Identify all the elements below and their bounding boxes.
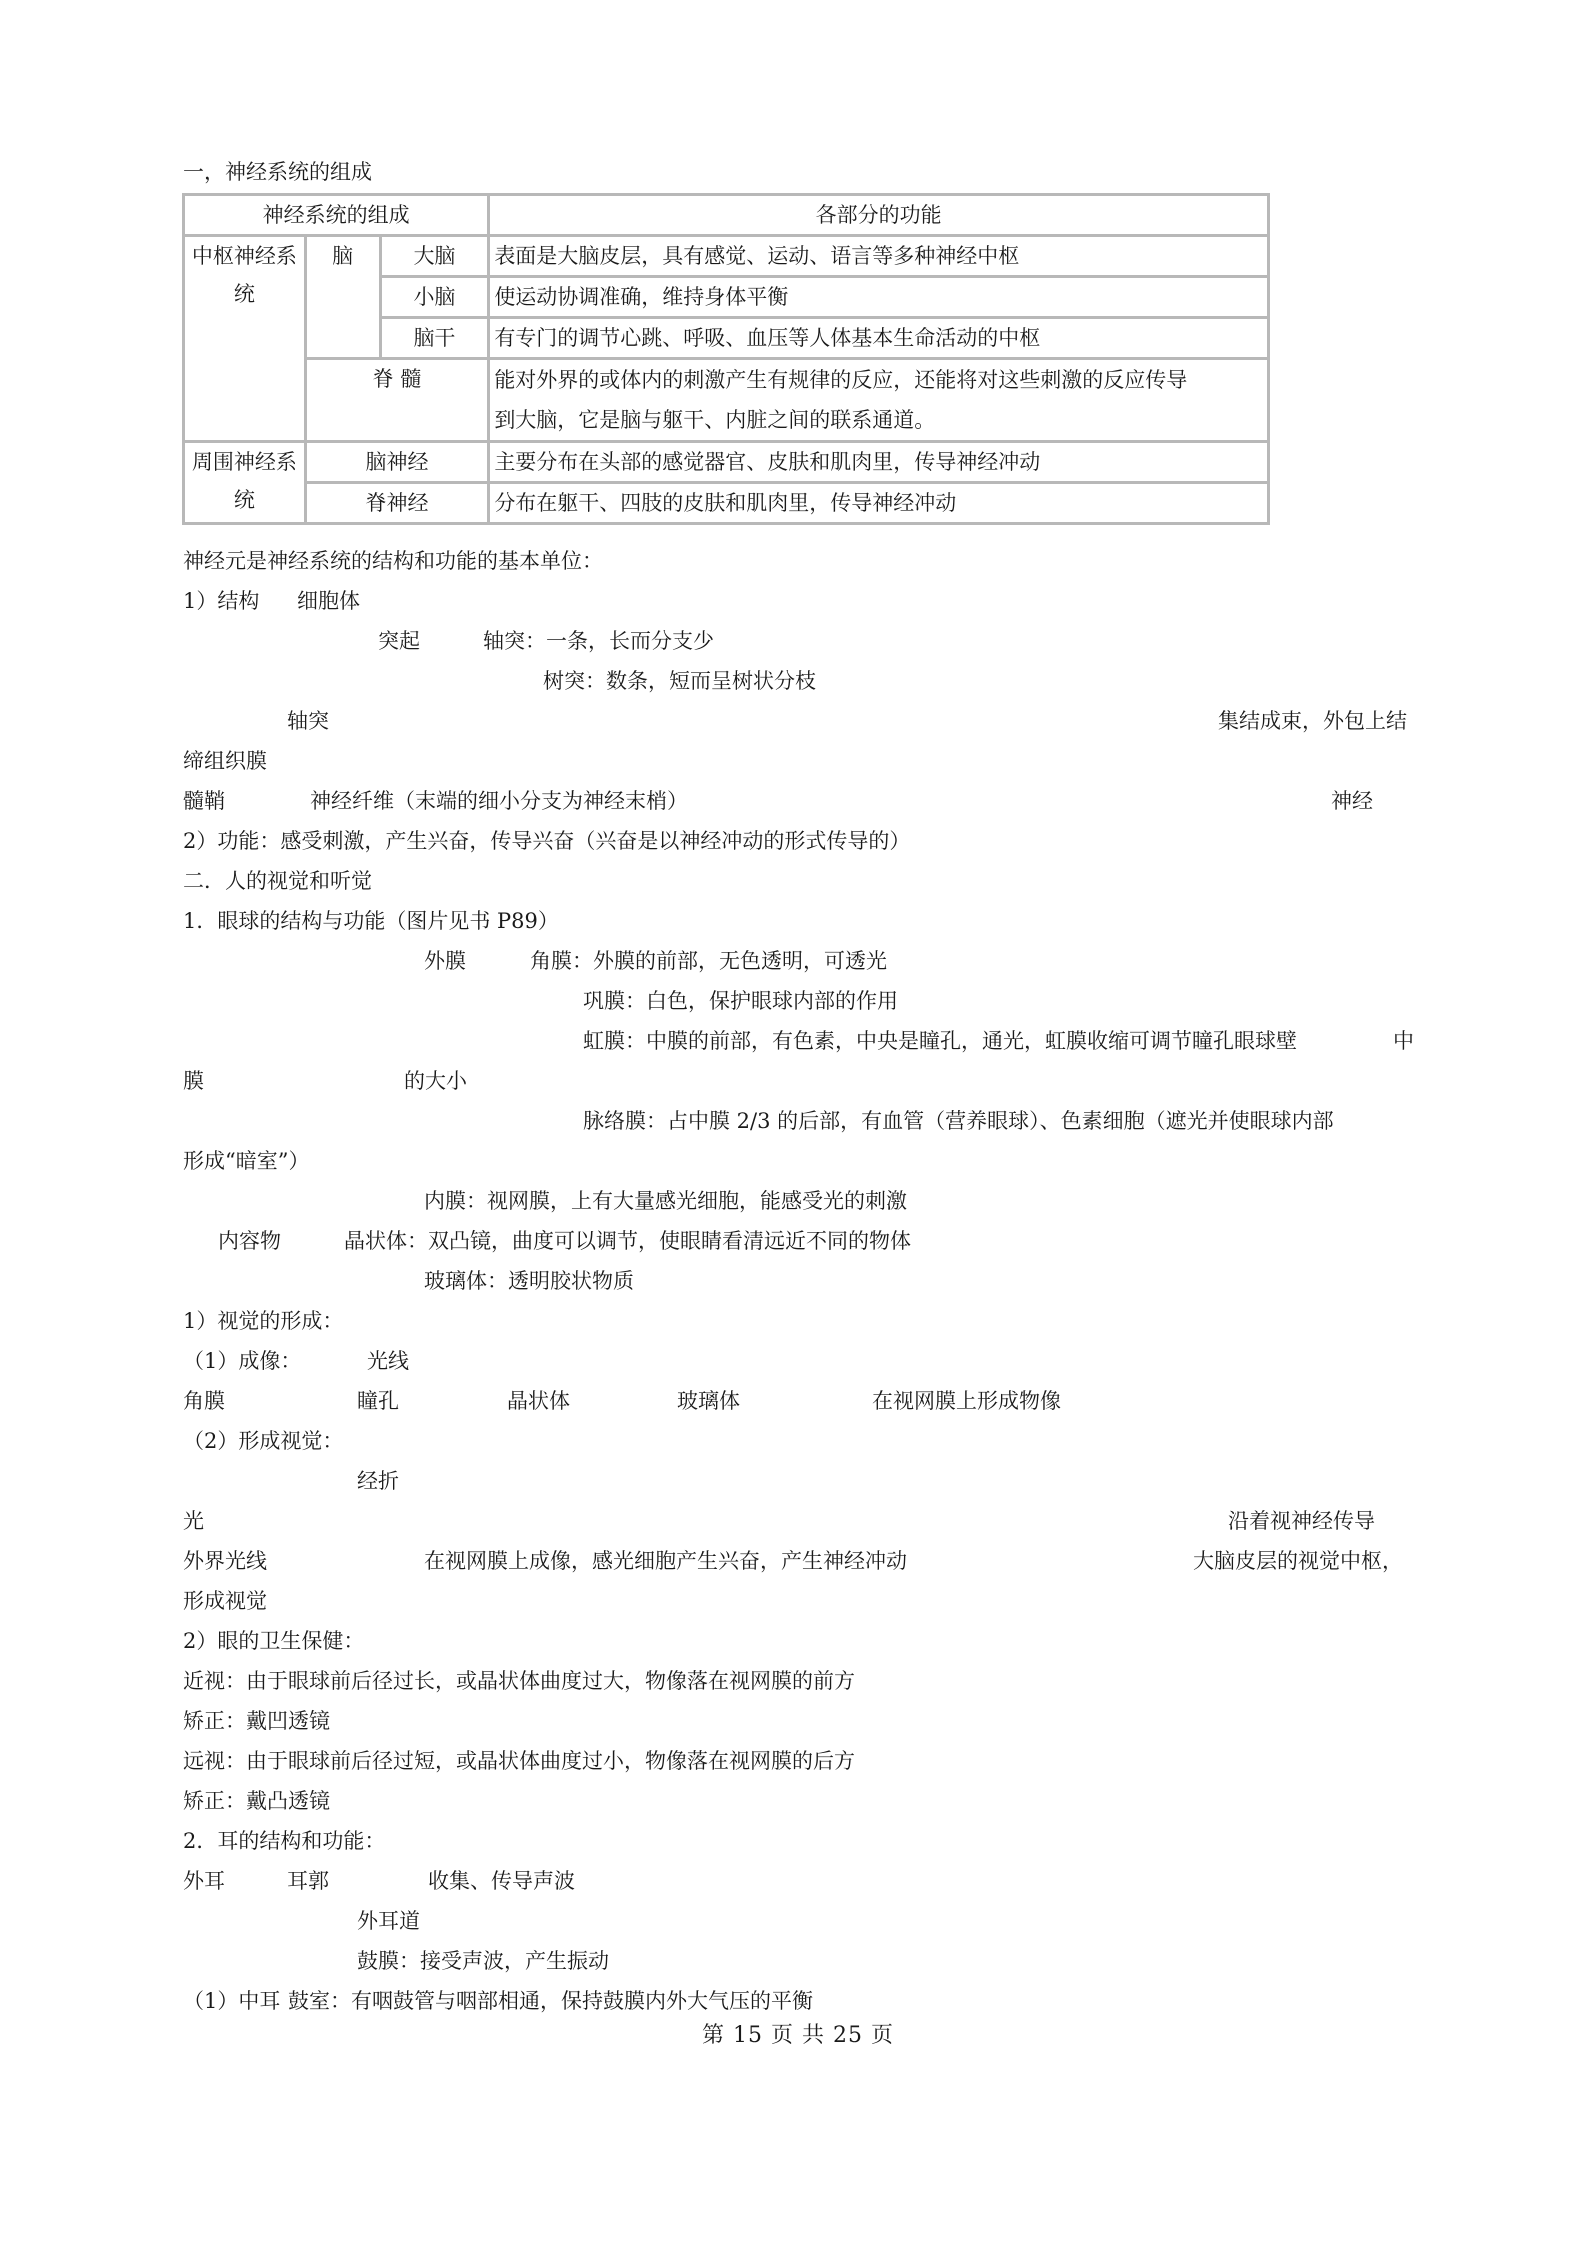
tympanic-cavity: 鼓室：有咽鼓管与咽部相通，保持鼓膜内外大气压的平衡 [288, 1989, 813, 2013]
brain-label: 脑 [305, 236, 380, 359]
inner-layer: 内膜：视网膜，上有大量感光细胞，能感受光的刺激 [424, 1189, 907, 1213]
middle-ear: （1）中耳 [183, 1989, 281, 2013]
cerebrum-label: 大脑 [380, 236, 489, 277]
refract: 经折 [357, 1469, 399, 1493]
outer-layer: 外膜 [424, 949, 466, 973]
form-vision: 形成视觉 [183, 1589, 267, 1613]
choroid: 脉络膜：占中膜 2/3 的后部，有血管（营养眼球）、色素细胞（遮光并使眼球内部 [583, 1109, 1334, 1133]
axon-label: 轴突 [287, 709, 329, 733]
spinal-cord-function: 能对外界的或体内的刺激产生有规律的反应，还能将对这些刺激的反应传导 到大脑，它是脑与躯干、内脏之间的联系通道。 [489, 359, 1269, 442]
choroid-wrap: 形成“暗室”） [183, 1149, 310, 1173]
external-light: 外界光线 [183, 1549, 267, 1573]
cerebrum-function: 表面是大脑皮层，具有感觉、运动、语言等多种神经中枢 [489, 236, 1269, 277]
vitreous: 玻璃体：透明胶状物质 [424, 1269, 634, 1293]
path-vitreous: 玻璃体 [677, 1389, 740, 1413]
contents: 内容物 [218, 1229, 281, 1253]
path-cornea: 角膜 [183, 1389, 225, 1413]
imaging-label: （1）成像： [183, 1349, 302, 1373]
retina-step: 在视网膜上成像，感光细胞产生兴奋，产生神经冲动 [424, 1549, 907, 1573]
cell-body: 细胞体 [297, 589, 360, 613]
lens: 晶状体：双凸镜，曲度可以调节，使眼睛看清远近不同的物体 [344, 1229, 911, 1253]
middle-layer-char: 中 [1393, 1029, 1414, 1053]
nerve-fiber: 神经纤维（末端的细小分支为神经末梢） [310, 789, 688, 813]
light: 光 [183, 1509, 204, 1533]
peripheral-nervous-label: 周围神经系 统 [184, 442, 306, 524]
hyperopia: 远视：由于眼球前后径过短，或晶状体曲度过小，物像落在视网膜的后方 [183, 1749, 855, 1773]
cornea: 角膜：外膜的前部，无色透明，可透光 [530, 949, 887, 973]
myelin: 髓鞘 [183, 789, 225, 813]
spinal-cord-label: 脊 髓 [305, 359, 489, 442]
neuron-function: 2）功能：感受刺激，产生兴奋，传导兴奋（兴奋是以神经冲动的形式传导的） [183, 829, 911, 853]
vision-title: 1）视觉的形成： [183, 1309, 344, 1333]
auricle-function: 收集、传导声波 [428, 1869, 575, 1893]
central-nervous-label: 中枢神经系 统 [184, 236, 306, 442]
section-title-vision-hearing: 二．人的视觉和听觉 [183, 869, 372, 893]
bundle-wrap: 缔组织膜 [183, 749, 267, 773]
table-header-composition: 神经系统的组成 [184, 195, 489, 236]
brainstem-function: 有专门的调节心跳、呼吸、血压等人体基本生命活动的中枢 [489, 318, 1269, 359]
cranial-nerve-function: 主要分布在头部的感觉器官、皮肤和肌肉里，传导神经冲动 [489, 442, 1269, 483]
forming-label: （2）形成视觉： [183, 1429, 344, 1453]
structure-label: 1）结构 [183, 589, 260, 613]
cranial-nerve-label: 脑神经 [305, 442, 489, 483]
eardrum: 鼓膜：接受声波，产生振动 [357, 1949, 609, 1973]
cerebellum-function: 使运动协调准确，维持身体平衡 [489, 277, 1269, 318]
myopia-fix: 矫正：戴凹透镜 [183, 1709, 330, 1733]
brainstem-label: 脑干 [380, 318, 489, 359]
outer-ear: 外耳 [183, 1869, 225, 1893]
ear-title: 2．耳的结构和功能： [183, 1829, 386, 1853]
spinal-nerve-label: 脊神经 [305, 483, 489, 524]
path-pupil: 瞳孔 [357, 1389, 399, 1413]
light-ray: 光线 [367, 1349, 409, 1373]
hyperopia-fix: 矫正：戴凸透镜 [183, 1789, 330, 1813]
myopia: 近视：由于眼球前后径过长，或晶状体曲度过大，物像落在视网膜的前方 [183, 1669, 855, 1693]
spinal-nerve-function: 分布在躯干、四肢的皮肤和肌肉里，传导神经冲动 [489, 483, 1269, 524]
visual-cortex: 大脑皮层的视觉中枢， [1193, 1549, 1403, 1573]
ear-canal: 外耳道 [357, 1909, 420, 1933]
dendrite-desc: 树突：数条，短而呈树状分枝 [543, 669, 816, 693]
cerebellum-label: 小脑 [380, 277, 489, 318]
path-lens: 晶状体 [507, 1389, 570, 1413]
hygiene-title: 2）眼的卫生保健： [183, 1629, 365, 1653]
axon-desc: 轴突：一条，长而分支少 [483, 629, 714, 653]
sclera: 巩膜：白色，保护眼球内部的作用 [583, 989, 898, 1013]
nerve: 神经 [1331, 789, 1373, 813]
middle-layer-wrap: 膜 [183, 1069, 204, 1093]
path-retina: 在视网膜上形成物像 [872, 1389, 1061, 1413]
nervous-system-table [182, 193, 1270, 525]
bundle-text: 集结成束，外包上结 [1218, 709, 1407, 733]
auricle: 耳郭 [287, 1869, 329, 1893]
page-number: 第 15 页 共 25 页 [702, 2023, 894, 2048]
neuron-intro: 神经元是神经系统的结构和功能的基本单位： [183, 549, 603, 573]
iris: 虹膜：中膜的前部，有色素，中央是瞳孔，通光，虹膜收缩可调节瞳孔眼球壁 [583, 1029, 1297, 1053]
iris-wrap: 的大小 [404, 1069, 467, 1093]
process: 突起 [378, 629, 420, 653]
eye-title: 1．眼球的结构与功能（图片见书 P89） [183, 909, 559, 933]
table-header-function: 各部分的功能 [489, 195, 1269, 236]
along-nerve: 沿着视神经传导 [1228, 1509, 1375, 1533]
section-title-nervous-system: 一，神经系统的组成 [183, 160, 372, 184]
